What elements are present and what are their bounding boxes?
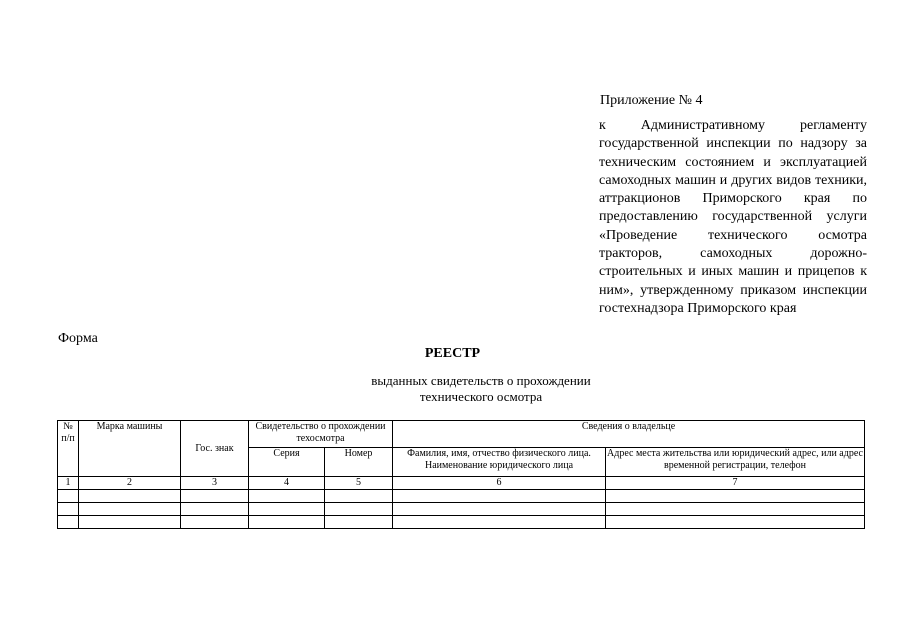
table-cell <box>606 490 865 503</box>
table-cell <box>181 503 249 516</box>
column-number-row <box>58 477 865 490</box>
table-row <box>58 516 865 529</box>
form-label: Форма <box>58 331 98 346</box>
table-cell <box>249 503 325 516</box>
header-plate: Гос. знак <box>181 421 249 477</box>
column-number: 6 <box>393 477 606 490</box>
table-cell <box>325 490 393 503</box>
header-certificate: Свидетельство о прохождении техосмотра <box>249 421 393 448</box>
table-cell <box>79 516 181 529</box>
table-cell <box>606 503 865 516</box>
table-cell <box>393 503 606 516</box>
header-owner-address: Адрес места жительства или юридический адрес, или адрес временной регистрации, телефон <box>606 448 865 477</box>
table-cell <box>58 516 79 529</box>
header-series: Серия <box>249 448 325 477</box>
header-num: № п/п <box>58 421 79 477</box>
table-cell <box>393 516 606 529</box>
column-number: 1 <box>58 477 79 490</box>
header-number: Номер <box>325 448 393 477</box>
table-cell <box>181 516 249 529</box>
document-subtitle: выданных свидетельств о прохождении технического осмотра <box>371 373 591 404</box>
column-number: 7 <box>606 477 865 490</box>
column-number: 2 <box>79 477 181 490</box>
document-title: РЕЕСТР <box>424 346 481 361</box>
table-cell <box>58 503 79 516</box>
table-cell <box>393 490 606 503</box>
table-cell <box>79 503 181 516</box>
table-row <box>58 503 865 516</box>
header-owner-name: Фамилия, имя, отчество физического лица. Наименование юридического лица <box>393 448 606 477</box>
header-owner: Сведения о владельце <box>393 421 865 448</box>
table-cell <box>249 516 325 529</box>
column-number: 4 <box>249 477 325 490</box>
column-number: 3 <box>181 477 249 490</box>
table-cell <box>606 516 865 529</box>
table-cell <box>79 490 181 503</box>
table-cell <box>325 516 393 529</box>
table-cell <box>58 490 79 503</box>
registry-table <box>57 420 865 529</box>
appendix-title: Приложение № 4 <box>600 93 703 108</box>
table-cell <box>181 490 249 503</box>
column-number: 5 <box>325 477 393 490</box>
header-row-1 <box>58 421 865 448</box>
header-brand: Марка машины <box>79 421 181 477</box>
appendix-text: к Административному регламенту государственной инспекции по надзору за техническим состоянием и эксплуатацией самоходных машин и других видов техники, аттракционов Приморского края по предоставлению государственной услуги «Проведение технического осмотра тракторов, самоходных дорожно-строительных и иных машин и прицепов к ним», утвержденному приказом инспекции гостехнадзора Приморского края <box>599 118 867 316</box>
table-cell <box>249 490 325 503</box>
table-cell <box>325 503 393 516</box>
table-row <box>58 490 865 503</box>
